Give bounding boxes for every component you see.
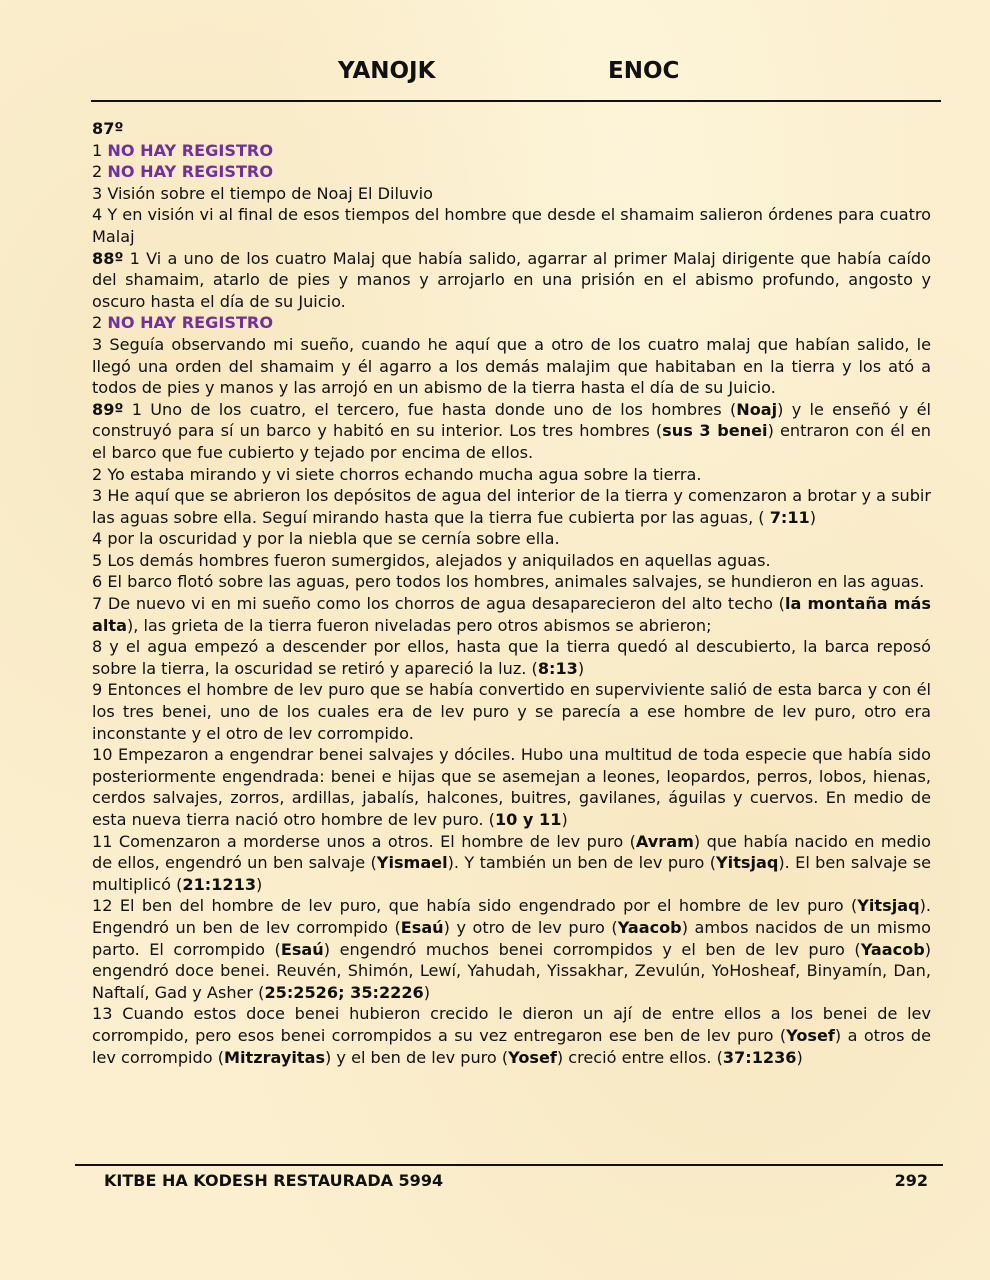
header-title-left: YANOJK: [338, 58, 436, 84]
chapter-heading-88: 88º: [92, 248, 124, 268]
header-divider: [91, 100, 941, 102]
page-number: 292: [894, 1171, 928, 1190]
no-record-label: NO HAY REGISTRO: [107, 140, 273, 160]
footer-book-title: KITBE HA KODESH RESTAURADA 5994: [104, 1171, 444, 1190]
verse-87-2: 2 NO HAY REGISTRO: [92, 162, 273, 182]
verse-89-4: 4 por la oscuridad y por la niebla que se cernía sobre ella.: [92, 529, 560, 549]
no-record-label: NO HAY REGISTRO: [107, 313, 273, 333]
verse-88-3: 3 Seguía observando mi sueño, cuando he aquí que a otro de los cuatro malaj que habían salido, le llegó una orden del shamaim y él agarro a los demás malajim que habitaban en la tierra y los ató a todos de pies y manos y las arrojó en un abismo de la tierra hasta el día de su Juicio.: [92, 334, 931, 398]
verse-89-1: 89º 1 Uno de los cuatro, el tercero, fue hasta donde uno de los hombres (Noaj) y le enseñó y él construyó para sí un barco y habitó en su interior. Los tres hombres (sus 3 benei) entraron con él en el barco que fue cubierto y tejado por encima de ellos.: [92, 399, 931, 462]
verse-89-10: 10 Empezaron a engendrar benei salvajes y dóciles. Hubo una multitud de toda especie que había sido posteriormente engendrada: benei e hijas que se asemejan a leones, leopardos, perros, lobos, hienas, cerdos salvajes, zorros, ardillas, jabalís, halcones, buitres, gavilanes, águilas y cuervos. En medio de esta nueva tierra nació otro hombre de lev puro. (10 y 11): [92, 745, 931, 829]
verse-89-5: 5 Los demás hombres fueron sumergidos, alejados y aniquilados en aquellas aguas.: [92, 550, 771, 570]
verse-89-8: 8 y el agua empezó a descender por ellos, hasta que la tierra quedó al descubierto, la barca reposó sobre la tierra, la oscuridad se retiró y apareció la luz. (8:13): [92, 637, 931, 678]
verse-88-2: 2 NO HAY REGISTRO: [92, 313, 273, 333]
verse-89-7: 7 De nuevo vi en mi sueño como los chorros de agua desaparecieron del alto techo (la montaña más alta), las grieta de la tierra fueron niveladas pero otros abismos se abrieron;: [92, 594, 931, 635]
chapter-heading-89: 89º: [92, 399, 124, 419]
verse-89-6: 6 El barco flotó sobre las aguas, pero todos los hombres, animales salvajes, se hundieron en las aguas.: [92, 572, 925, 592]
document-body: [92, 118, 931, 1068]
verse-89-2: 2 Yo estaba mirando y vi siete chorros echando mucha agua sobre la tierra.: [92, 464, 702, 484]
verse-89-3: 3 He aquí que se abrieron los depósitos de agua del interior de la tierra y comenzaron a brotar y a subir las aguas sobre ella. Seguí mirando hasta que la tierra fue cubierta por las aguas, ( 7:11): [92, 486, 931, 527]
verse-89-11: 11 Comenzaron a morderse unos a otros. El hombre de lev puro (Avram) que había nacido en medio de ellos, engendró un ben salvaje (Yismael). Y también un ben de lev puro (Yitsjaq). El ben salvaje se multiplicó (21:1213): [92, 831, 931, 894]
page-header: [0, 58, 990, 92]
chapter-heading-87: 87º: [92, 119, 124, 138]
verse-87-4: 4 Y en visión vi al final de esos tiempos del hombre que desde el shamaim salieron órdenes para cuatro Malaj: [92, 205, 931, 246]
verse-87-3: 3 Visión sobre el tiempo de Noaj El Diluvio: [92, 183, 433, 203]
verse-89-12: 12 El ben del hombre de lev puro, que había sido engendrado por el hombre de lev puro (Yitsjaq). Engendró un ben de lev corrompido (Esaú) y otro de lev puro (Yaacob) ambos nacidos de un mismo parto. El corrompido (Esaú) engendró muchos benei corrompidos y el ben de lev puro (Yaacob) engendró doce benei. Reuvén, Shimón, Lewí, Yahudah, Yissakhar, Zevulún, YoHosheaf, Binyamín, Dan, Naftalí, Gad y Asher (25:2526; 35:2226): [92, 896, 932, 1002]
verse-89-9: 9 Entonces el hombre de lev puro que se había convertido en superviviente salió de esta barca y con él los tres benei, uno de los cuales era de lev puro y se parecía a ese hombre de lev puro, otro era inconstante y el otro de lev corrompido.: [92, 680, 931, 743]
verse-89-13: 13 Cuando estos doce benei hubieron crecido le dieron un ají de entre ellos a los benei de lev corrompido, pero esos benei corrompidos a su vez entregaron ese ben de lev puro (Yosef) a otros de lev corrompido (Mitzrayitas) y el ben de lev puro (Yosef) creció entre ellos. (37:1236): [92, 1004, 931, 1067]
verse-87-1: 1 NO HAY REGISTRO: [92, 140, 273, 160]
page-footer: [0, 1171, 990, 1195]
footer-divider: [75, 1164, 943, 1166]
no-record-label: NO HAY REGISTRO: [107, 162, 273, 182]
header-title-right: ENOC: [608, 58, 680, 84]
verse-88-1: 88º 1 Vi a uno de los cuatro Malaj que había salido, agarrar al primer Malaj dirigente que había caído del shamaim, atarlo de pies y manos y arrojarlo en una prisión en el abismo profundo, angosto y oscuro hasta el día de su Juicio.: [92, 248, 931, 311]
